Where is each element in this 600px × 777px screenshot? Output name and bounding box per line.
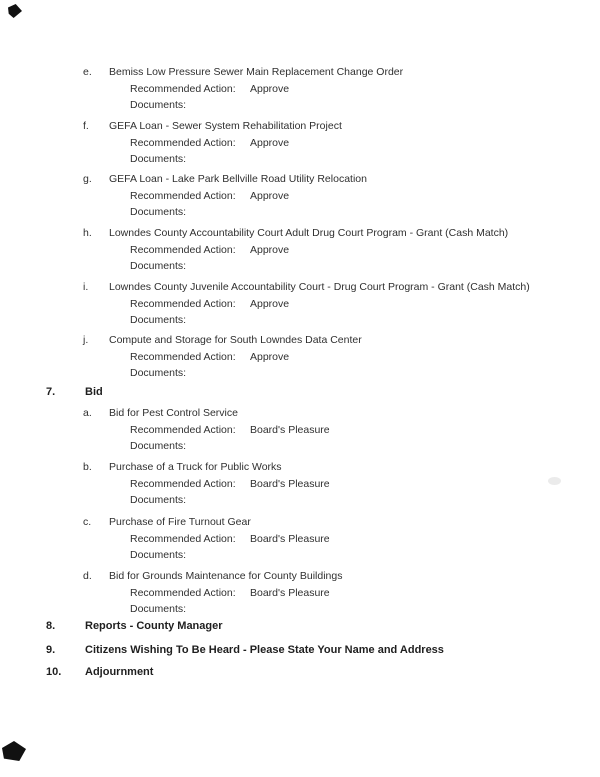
agenda-subitem-h	[0, 227, 600, 275]
recommended-action-value: Approve	[250, 351, 290, 363]
recommended-action-label: Recommended Action:	[130, 424, 236, 436]
section-8-reports	[0, 620, 600, 636]
recommended-action-label: Recommended Action:	[130, 351, 236, 363]
documents-label: Documents:	[130, 153, 187, 165]
documents-label: Documents:	[130, 206, 187, 218]
item-title: GEFA Loan - Lake Park Bellville Road Utility Relocation	[109, 173, 367, 185]
item-letter: f.	[83, 120, 89, 132]
documents-label: Documents:	[130, 603, 187, 615]
item-letter: d.	[83, 570, 92, 582]
recommended-action-label: Recommended Action:	[130, 533, 236, 545]
documents-label: Documents:	[130, 314, 187, 326]
recommended-action-label: Recommended Action:	[130, 244, 236, 256]
recommended-action-value: Board's Pleasure	[250, 587, 330, 599]
agenda-subitem-f	[0, 120, 600, 168]
documents-label: Documents:	[130, 494, 187, 506]
documents-label: Documents:	[130, 440, 187, 452]
section-number: 9.	[46, 644, 56, 656]
item-title: Lowndes County Juvenile Accountability Court - Drug Court Program - Grant (Cash Match)	[109, 281, 530, 293]
recommended-action-label: Recommended Action:	[130, 137, 236, 149]
section-7-bid	[0, 386, 600, 402]
scan-artifact-bottom-left	[2, 741, 26, 761]
item-title: Compute and Storage for South Lowndes Data Center	[109, 334, 362, 346]
item-letter: a.	[83, 407, 92, 419]
agenda-subitem-e	[0, 66, 600, 114]
item-letter: i.	[83, 281, 89, 293]
section-number: 10.	[46, 666, 62, 678]
item-title: Bemiss Low Pressure Sewer Main Replacement Change Order	[109, 66, 404, 78]
recommended-action-value: Board's Pleasure	[250, 533, 330, 545]
agenda-subitem-i	[0, 281, 600, 329]
agenda-subitem-c	[0, 516, 600, 564]
recommended-action-value: Approve	[250, 298, 290, 310]
item-title: Bid for Grounds Maintenance for County Buildings	[109, 570, 343, 582]
agenda-subitem-b	[0, 461, 600, 509]
section-9-citizens	[0, 644, 600, 660]
recommended-action-value: Board's Pleasure	[250, 424, 330, 436]
recommended-action-label: Recommended Action:	[130, 478, 236, 490]
section-title: Adjournment	[85, 666, 154, 678]
recommended-action-value: Approve	[250, 83, 290, 95]
recommended-action-value: Board's Pleasure	[250, 478, 330, 490]
recommended-action-label: Recommended Action:	[130, 587, 236, 599]
recommended-action-label: Recommended Action:	[130, 298, 236, 310]
scan-artifact-top-left	[8, 4, 22, 18]
agenda-subitem-j	[0, 334, 600, 382]
documents-label: Documents:	[130, 260, 187, 272]
section-title: Reports - County Manager	[85, 620, 223, 632]
recommended-action-value: Approve	[250, 244, 290, 256]
agenda-subitem-a	[0, 407, 600, 455]
section-number: 7.	[46, 386, 56, 398]
item-letter: j.	[83, 334, 89, 346]
section-title: Bid	[85, 386, 103, 398]
agenda-subitem-g	[0, 173, 600, 221]
recommended-action-label: Recommended Action:	[130, 190, 236, 202]
item-title: Bid for Pest Control Service	[109, 407, 238, 419]
recommended-action-value: Approve	[250, 190, 290, 202]
documents-label: Documents:	[130, 549, 187, 561]
section-10-adjournment	[0, 666, 600, 682]
item-letter: c.	[83, 516, 92, 528]
item-letter: e.	[83, 66, 92, 78]
item-letter: g.	[83, 173, 92, 185]
item-title: Lowndes County Accountability Court Adult Drug Court Program - Grant (Cash Match)	[109, 227, 509, 239]
item-title: Purchase of Fire Turnout Gear	[109, 516, 251, 528]
item-title: Purchase of a Truck for Public Works	[109, 461, 282, 473]
item-title: GEFA Loan - Sewer System Rehabilitation Project	[109, 120, 342, 132]
section-title: Citizens Wishing To Be Heard - Please State Your Name and Address	[85, 644, 444, 656]
documents-label: Documents:	[130, 99, 187, 111]
agenda-subitem-d	[0, 570, 600, 618]
item-letter: h.	[83, 227, 92, 239]
documents-label: Documents:	[130, 367, 187, 379]
recommended-action-value: Approve	[250, 137, 290, 149]
section-number: 8.	[46, 620, 56, 632]
recommended-action-label: Recommended Action:	[130, 83, 236, 95]
item-letter: b.	[83, 461, 92, 473]
